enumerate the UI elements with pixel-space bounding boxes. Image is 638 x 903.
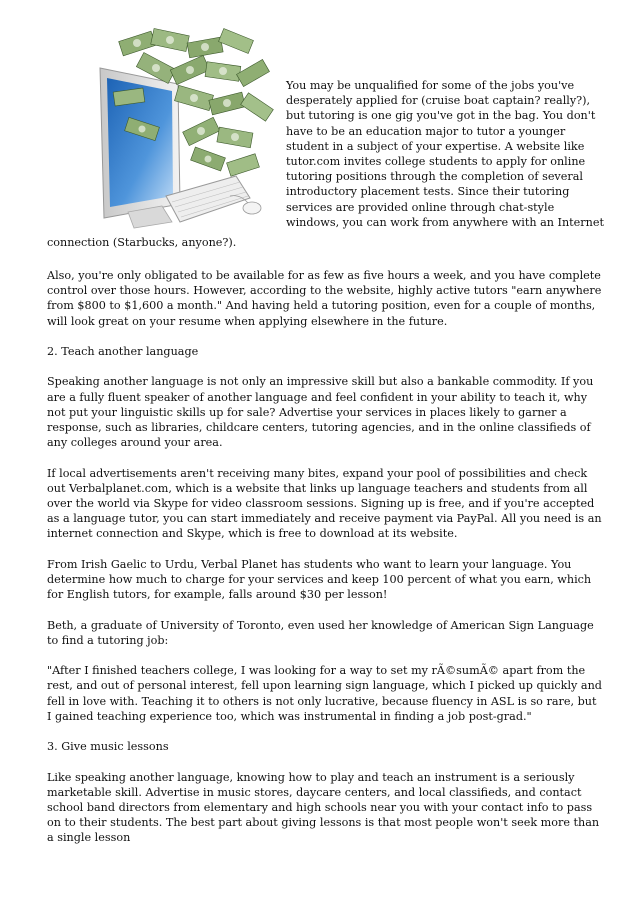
paragraph-quote: "After I finished teachers college, I was looking for a way to set my rÃ©sumÃ© apart from the rest, and out of personal interest, fell upon learning sign language, which I picked up quickly and fell in love with. Teaching it to others is not only lucrative, because fluency in ASL is so rare, but I gained teaching experience too, which was instrumental in finding a job post-grad." — [47, 664, 602, 723]
section-heading-music: 3. Give music lessons — [47, 740, 169, 754]
paragraph-language-skill: Speaking another language is not only an impressive skill but also a bankable commodity. If you are a fully fluent speaker of another language and feel confident in your ability to teach it, why not put your linguistic skills up for sale? Advertise your services in places likely to garner a response, such as libraries, childcare centers, tutoring agencies, and in the online classifieds of any colleges around your area. — [47, 375, 594, 450]
paragraph-irish-urdu: From Irish Gaelic to Urdu, Verbal Planet has students who want to learn your language. You determine how much to charge for your services and keep 100 percent of what you earn, which for English tutors, for example, falls around $30 per lesson! — [47, 557, 592, 602]
computer-money-illustration — [80, 26, 276, 234]
intro-paragraph: You may be unqualified for some of the jobs you've desperately applied for (cruise boat captain? really?), but tutoring is one gig you've got in the bag. You don't have to be an education major to tutor a younger student in a subject of your expertise. A website like tutor.com invites college students to apply for online tutoring positions through the completion of several introductory placement tests. Since their tutoring services are provided online through chat-style windows, you can work from anywhere with an Internet — [286, 79, 604, 229]
paragraph-availability: Also, you're only obligated to be available for as few as five hours a week, and you have complete control over those hours. However, according to the website, highly active tutors "earn anywhere from $800 to $1,600 a month." And having held a tutoring position, even for a couple of months, will look great on your resume when applying elsewhere in the future. — [47, 269, 602, 328]
section-heading-language: 2. Teach another language — [47, 345, 199, 358]
intro-paragraph-tail: connection (Starbucks, anyone?). — [47, 236, 237, 249]
paragraph-verbalplanet: If local advertisements aren't receiving many bites, expand your pool of possibilities and check out Verbalplanet.com, which is a website that links up language teachers and students from all over the world via Skype for video classroom sessions. Signing up is free, and if you're accepted as a language tutor, you can start immediately and receive payment via PayPal. All you need is an internet connection and Skype, which is free to download at its website. — [47, 466, 602, 541]
paragraph-music-lessons: Like speaking another language, knowing how to play and teach an instrument is a seriously marketable skill. Advertise in music stores, daycare centers, and local classifieds, and contact school band directors from elementary and high schools near you with your contact info to pass on to their students. The best part about giving lessons is that most people won't seek more than a single lesson — [47, 770, 600, 845]
paragraph-beth: Beth, a graduate of University of Toronto, even used her knowledge of American Sign Language to find a tutoring job: — [47, 618, 594, 647]
article-body — [47, 268, 603, 861]
